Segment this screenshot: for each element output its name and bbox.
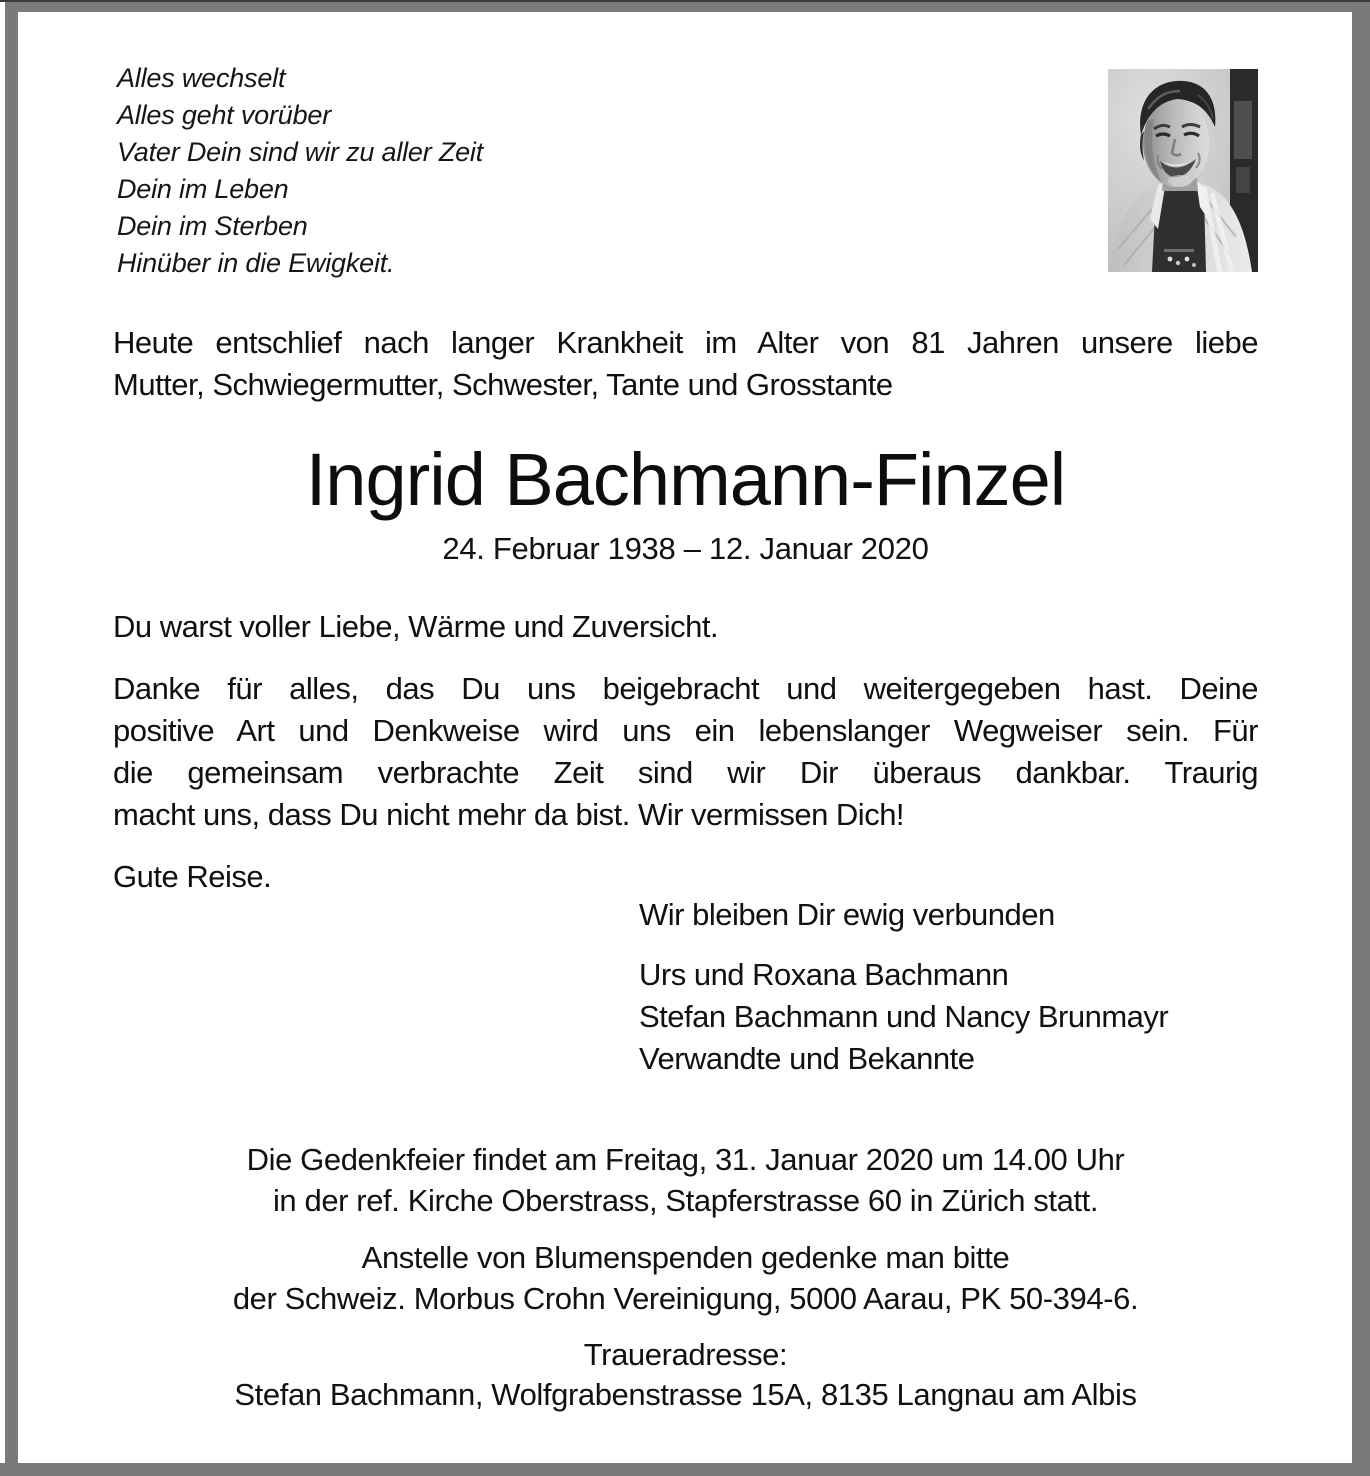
- farewell-text: Gute Reise.: [113, 859, 272, 894]
- memorial-line: in der ref. Kirche Oberstrass, Stapferstrasse 60 in Zürich statt.: [272, 1183, 1099, 1218]
- deceased-name: Ingrid Bachmann-Finzel: [305, 438, 1066, 521]
- mourner-line: Verwandte und Bekannte: [639, 1041, 975, 1076]
- tribute-line: positive Art und Denkweise wird uns ein lebenslanger Wegweiser sein. Für: [113, 713, 1258, 748]
- poem-line: Alles geht vorüber: [117, 100, 332, 130]
- mourner-line: Stefan Bachmann und Nancy Brunmayr: [639, 999, 1169, 1034]
- tribute-line: die gemeinsam verbrachte Zeit sind wir Dir überaus dankbar. Traurig: [113, 755, 1258, 790]
- poem-line: Hinüber in die Ewigkeit.: [117, 248, 395, 278]
- scan-frame-left: [5, 2, 18, 1463]
- donation-info: [113, 1237, 1258, 1319]
- life-dates: 24. Februar 1938 – 12. Januar 2020: [442, 531, 929, 566]
- portrait-photo: [1108, 69, 1258, 272]
- mourning-address-label: Traueradresse:: [583, 1337, 788, 1372]
- closing-line: Wir bleiben Dir ewig verbunden: [639, 897, 1055, 932]
- scan-frame-bottom: [0, 1463, 1370, 1476]
- poem-line: Dein im Leben: [117, 174, 289, 204]
- intro-paragraph: [113, 322, 1258, 406]
- memorial-info: [113, 1139, 1258, 1221]
- mourner-line: Urs und Roxana Bachmann: [639, 957, 1009, 992]
- donation-line: der Schweiz. Morbus Crohn Vereinigung, 5000 Aarau, PK 50-394-6.: [232, 1281, 1139, 1316]
- poem: [117, 60, 483, 282]
- tribute-line: Danke für alles, das Du uns beigebracht und weitergegeben hast. Deine: [113, 671, 1258, 706]
- poem-line: Vater Dein sind wir zu aller Zeit: [117, 137, 484, 167]
- scan-frame-top: [5, 2, 1370, 12]
- intro-line: Mutter, Schwiegermutter, Schwester, Tante und Grosstante: [113, 367, 893, 402]
- mourning-address: [113, 1335, 1258, 1415]
- memorial-line: Die Gedenkfeier findet am Freitag, 31. Januar 2020 um 14.00 Uhr: [246, 1142, 1125, 1177]
- donation-line: Anstelle von Blumenspenden gedenke man bitte: [361, 1240, 1010, 1275]
- tribute-paragraph: [113, 668, 1258, 836]
- scan-frame-right: [1352, 12, 1370, 1476]
- intro-line: Heute entschlief nach langer Krankheit im Alter von 81 Jahren unsere liebe: [113, 325, 1258, 360]
- tribute-line: macht uns, dass Du nicht mehr da bist. Wir vermissen Dich!: [113, 797, 905, 832]
- poem-line: Alles wechselt: [117, 63, 286, 93]
- mourners-list: [639, 954, 1168, 1080]
- mourning-address-value: Stefan Bachmann, Wolfgrabenstrasse 15A, 8135 Langnau am Albis: [234, 1377, 1137, 1412]
- poem-line: Dein im Sterben: [117, 211, 308, 241]
- tribute-short: Du warst voller Liebe, Wärme und Zuversicht.: [113, 609, 719, 644]
